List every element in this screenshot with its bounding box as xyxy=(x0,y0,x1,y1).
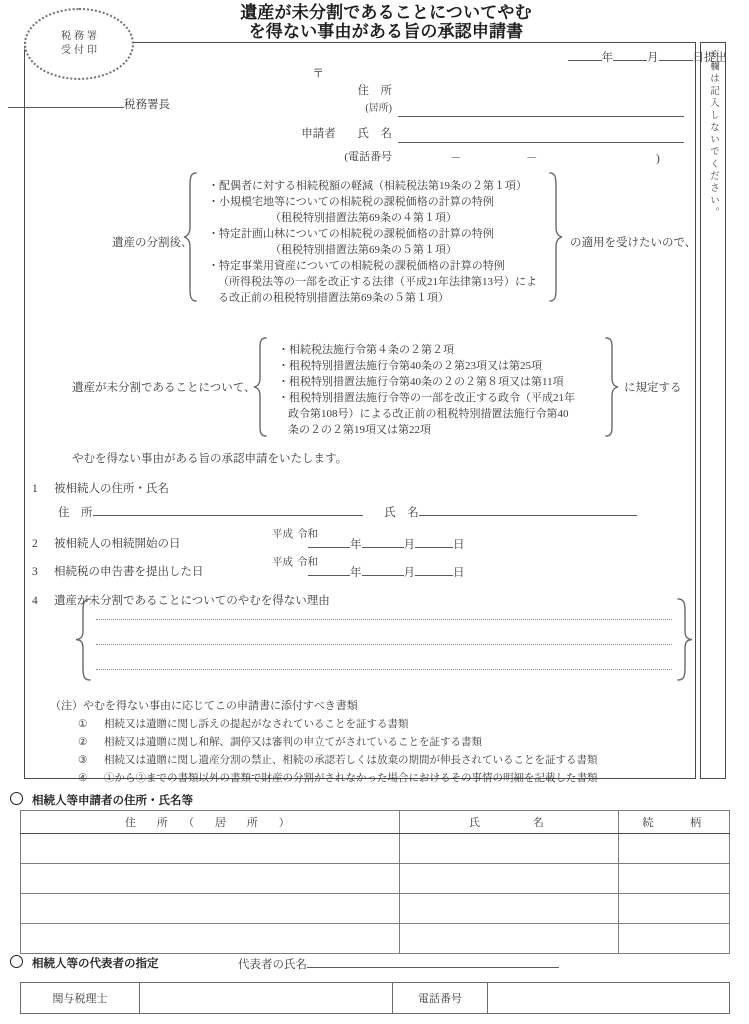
section-a-items xyxy=(198,178,558,306)
heirs-col-relation: 続 柄 xyxy=(619,811,730,834)
item-2-day-input[interactable] xyxy=(415,535,453,548)
item-4-number: 4 xyxy=(32,595,38,607)
stamp-line2: 受付印 xyxy=(61,45,100,56)
item-3-month-label: 月 xyxy=(403,567,415,579)
table-row xyxy=(21,864,730,894)
note-marker-4: ④ xyxy=(78,773,88,784)
item-1-heading xyxy=(32,480,169,496)
table-row xyxy=(21,894,730,924)
decedent-address-row xyxy=(58,503,637,520)
table-row xyxy=(21,834,730,864)
applicant-residence-label: (居所) xyxy=(365,103,392,114)
applicant-address-input[interactable] xyxy=(398,103,684,117)
item-3-heading xyxy=(32,563,204,579)
heirs-heading-text: 相続人等申請者の住所・氏名等 xyxy=(32,793,193,807)
item-2-year-input[interactable] xyxy=(308,535,350,548)
phone-close-paren: ) xyxy=(656,153,660,165)
page-title-line2: を得ない事由がある旨の承認申請書 xyxy=(248,22,524,42)
item-4-label: 遺産が未分割であることについてのやむを得ない理由 xyxy=(54,595,330,607)
name-label: 氏 名 xyxy=(357,128,392,140)
page-title-line1: 遺産が未分割であることについてやむ xyxy=(240,3,532,23)
section-a-item-3: ・特定計画山林についての相続税の課税価格の計算の特例 xyxy=(208,228,494,240)
note-item-4 xyxy=(78,770,598,785)
applicant-address-label: 住 所 xyxy=(357,85,392,97)
reason-writing-line-2[interactable] xyxy=(96,644,672,645)
decedent-name-input[interactable] xyxy=(419,503,637,516)
phone-sep-1: － xyxy=(450,153,462,165)
section-a-item-4: （租税特別措置法第69条の５第１項） xyxy=(270,244,457,256)
applicant-address-row xyxy=(280,83,684,100)
representative-phone-label-cell: 電話番号 xyxy=(393,983,488,1014)
circle-bullet-icon xyxy=(10,792,23,805)
submit-day-label: 日提出 xyxy=(692,52,727,64)
item-3-date-inputs xyxy=(308,563,465,580)
note-text-3: 相続又は遺贈に関し遺産分割の禁止、相続の承認若しくは放棄の期間が伸長されていることを証する書類 xyxy=(104,755,598,766)
section-b-item-2: ・租税特別措置法施行令第40条の２の２第８項又は第11項 xyxy=(278,376,564,388)
item-3-number: 3 xyxy=(32,566,38,578)
reason-right-brace xyxy=(676,597,694,687)
section-a-item-6: （所得税法等の一部を改正する法律（平成21年法律第13号）によ xyxy=(218,276,537,288)
item-2-number: 2 xyxy=(32,538,38,550)
applicant-name-row xyxy=(280,126,684,143)
notes-heading: （注）やむを得ない事由に応じてこの申請書に添付すべき書類 xyxy=(50,700,358,712)
reason-writing-line-1[interactable] xyxy=(96,619,672,620)
item-3-era-reiwa: 令和 xyxy=(297,556,318,568)
tax-accountant-value-cell[interactable] xyxy=(140,983,393,1014)
section-b-right-brace xyxy=(604,336,620,443)
section-a-item-1: ・小規模宅地等についての相続税の課税価格の計算の特例 xyxy=(208,196,494,208)
representative-name-input[interactable] xyxy=(307,955,559,968)
item-2-day-label: 日 xyxy=(453,539,465,551)
phone-label-cell xyxy=(280,149,398,166)
section-b-item-1: ・租税特別措置法施行令第40条の２第23項又は第25項 xyxy=(278,360,542,372)
receipt-stamp-circle xyxy=(24,8,134,80)
submit-month-label: 月 xyxy=(647,52,659,64)
section-b-item-3: ・租税特別措置法施行令等の一部を改正する政令（平成21年 xyxy=(278,392,575,404)
section-b-item-5: 条の２の２第19項又は第22項 xyxy=(288,424,431,436)
item-3-year-label: 年 xyxy=(350,567,362,579)
page-title xyxy=(186,4,586,42)
submit-year-label: 年 xyxy=(601,52,613,64)
heirs-cell-name-4[interactable] xyxy=(399,924,619,954)
phone-label: (電話番号 xyxy=(344,151,392,163)
tax-accountant-label-cell: 関与税理士 xyxy=(21,983,140,1014)
section-a-item-0: ・配偶者に対する相続税額の軽減（相続税法第19条の２第１項） xyxy=(208,180,527,192)
submit-day-input[interactable] xyxy=(659,48,693,61)
item-3-month-input[interactable] xyxy=(362,563,404,576)
applicant-label: 申請者 xyxy=(301,128,336,140)
section-b-item-0: ・相続税法施行令第４条の２第２項 xyxy=(278,344,454,356)
section-a-item-2: （租税特別措置法第69条の４第１項） xyxy=(270,212,457,224)
heirs-cell-name-3[interactable] xyxy=(399,894,619,924)
tax-office-chief-label: 税務署長 xyxy=(124,99,170,111)
reason-input-area[interactable] xyxy=(74,597,694,682)
note-item-1 xyxy=(78,716,409,731)
section-a-right-brace xyxy=(548,171,564,308)
heirs-cell-name-1[interactable] xyxy=(399,834,619,864)
tax-office-name-input[interactable] xyxy=(8,95,124,108)
section-a-item-7: る改正前の租税特別措置法第69条の５第１項） xyxy=(218,292,449,304)
section-a-item-5: ・特定事業用資産についての相続税の課税価格の計算の特例 xyxy=(208,260,505,272)
applicant-residence-row xyxy=(280,100,684,117)
tax-accountant-table xyxy=(20,982,730,1014)
section-a-tail-label: の適用を受けたいので、 xyxy=(570,237,697,249)
item-3-day-label: 日 xyxy=(453,567,465,579)
applicant-phone-row xyxy=(280,149,684,166)
phone-sep-2: － xyxy=(526,153,538,165)
item-2-label: 被相続人の相続開始の日 xyxy=(54,538,181,550)
item-2-heading xyxy=(32,535,181,551)
table-row xyxy=(21,924,730,954)
item-2-era-reiwa: 令和 xyxy=(297,528,318,540)
note-text-1: 相続又は遺贈に関し訴えの提起がなされていることを証する書類 xyxy=(104,719,409,730)
heirs-section-heading xyxy=(10,792,193,808)
item-2-month-input[interactable] xyxy=(362,535,404,548)
reason-writing-line-3[interactable] xyxy=(96,669,672,670)
representative-name-line xyxy=(238,955,559,972)
submission-date-line xyxy=(568,48,728,65)
heirs-cell-address-1[interactable] xyxy=(21,834,400,864)
representative-phone-value-cell[interactable] xyxy=(488,983,730,1014)
postal-mark-row xyxy=(280,66,684,83)
applicant-name-input[interactable] xyxy=(398,129,684,143)
section-b-item-4: 政令第108号）による改正前の租税特別措置法施行令第40 xyxy=(288,408,569,420)
section-b-lead-label: 遺産が未分割であることについて、 xyxy=(72,382,256,394)
stamp-line1: 税務署 xyxy=(61,31,100,42)
applicant-block xyxy=(280,66,684,166)
heirs-cell-name-2[interactable] xyxy=(399,864,619,894)
note-marker-3: ③ xyxy=(78,755,88,766)
item-3-label: 相続税の申告書を提出した日 xyxy=(54,566,204,578)
item-2-year-label: 年 xyxy=(350,539,362,551)
representative-name-label: 代表者の氏名 xyxy=(238,959,307,971)
section-b-tail-label: に規定する xyxy=(624,382,682,394)
item-1-label: 被相続人の住所・氏名 xyxy=(54,483,169,495)
note-text-2: 相続又は遺贈に関し和解、調停又は審判の申立てがされていることを証する書類 xyxy=(104,737,482,748)
representative-section-heading xyxy=(10,955,159,971)
section-a-lead-label: 遺産の分割後、 xyxy=(112,237,193,249)
decedent-address-input[interactable] xyxy=(93,503,363,516)
item-2-date-inputs xyxy=(308,535,465,552)
circle-bullet-icon-2 xyxy=(10,955,23,968)
item-3-day-input[interactable] xyxy=(415,563,453,576)
heirs-table xyxy=(20,810,730,954)
do-not-write-note: ※欄は記入しないでください。 xyxy=(708,49,718,220)
decedent-name-label: 氏 名 xyxy=(384,507,419,519)
note-item-2 xyxy=(78,734,482,749)
note-marker-2: ② xyxy=(78,737,88,748)
representative-heading-text: 相続人等の代表者の指定 xyxy=(32,956,159,970)
item-3-era-heisei: 平成 xyxy=(272,556,293,568)
heirs-col-name: 氏 名 xyxy=(399,811,619,834)
table-row xyxy=(21,983,730,1014)
decedent-address-label: 住 所 xyxy=(58,507,93,519)
section-a-left-brace xyxy=(182,171,198,308)
section-b-left-brace xyxy=(252,336,268,443)
heirs-cell-relation-1[interactable] xyxy=(619,834,730,864)
item-2-era-heisei: 平成 xyxy=(272,528,293,540)
heirs-cell-address-2[interactable] xyxy=(21,864,400,894)
reason-left-brace xyxy=(74,597,92,687)
heirs-cell-address-4[interactable] xyxy=(21,924,400,954)
note-text-4: ①から③までの書類以外の書類で財産の分割がされなかった場合におけるその事情の明細を記載した書類 xyxy=(104,773,598,784)
note-marker-1: ① xyxy=(78,719,88,730)
submit-month-input[interactable] xyxy=(613,48,647,61)
heirs-cell-relation-2[interactable] xyxy=(619,864,730,894)
heirs-cell-relation-3[interactable] xyxy=(619,894,730,924)
approval-statement: やむを得ない事由がある旨の承認申請をいたします。 xyxy=(72,453,348,465)
tax-office-chief-line xyxy=(8,95,170,112)
heirs-cell-address-3[interactable] xyxy=(21,894,400,924)
heirs-col-address: 住 所 （ 居 所 ） xyxy=(21,811,400,834)
note-item-3 xyxy=(78,752,598,767)
submit-year-input[interactable] xyxy=(568,48,602,61)
item-3-year-input[interactable] xyxy=(308,563,350,576)
heirs-table-header-row xyxy=(21,811,730,834)
postal-mark: 〒 xyxy=(312,68,324,80)
item-1-number: 1 xyxy=(32,483,38,495)
heirs-cell-relation-4[interactable] xyxy=(619,924,730,954)
section-b-items xyxy=(268,342,628,438)
item-2-month-label: 月 xyxy=(403,539,415,551)
applicant-name-label xyxy=(280,126,398,143)
do-not-write-column xyxy=(700,42,726,779)
